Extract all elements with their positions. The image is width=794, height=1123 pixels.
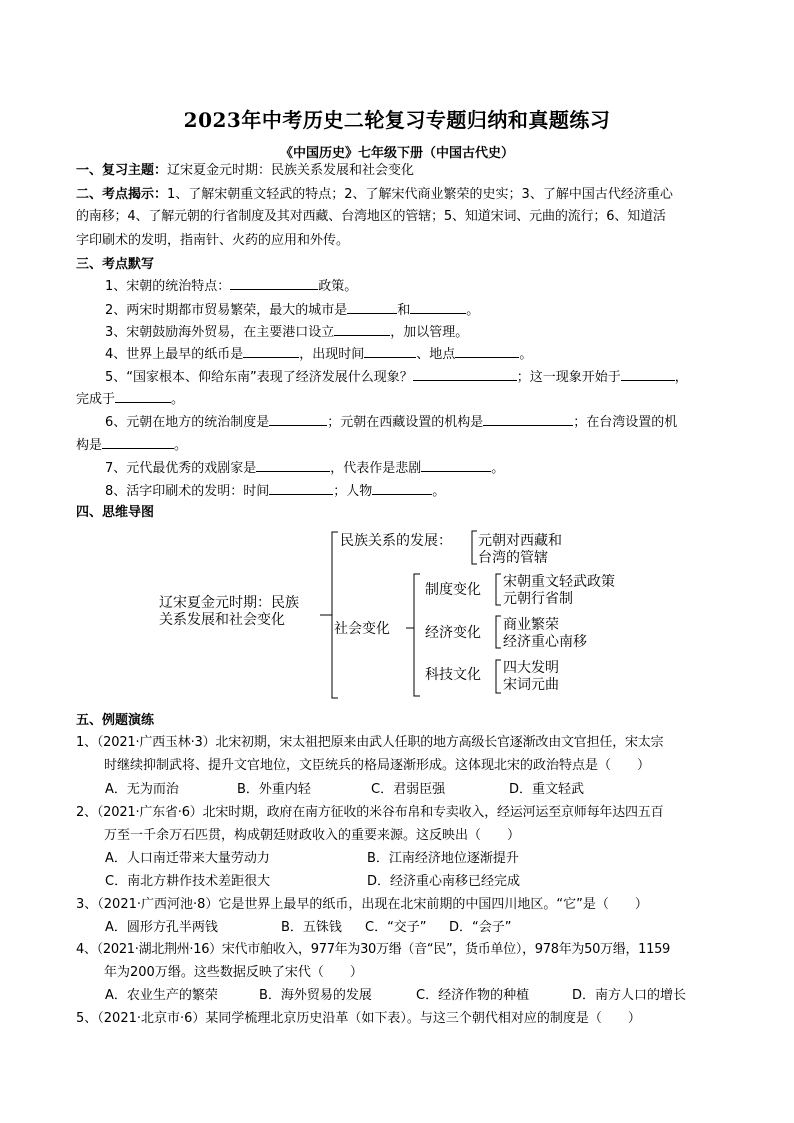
example-q4-line1: 4、（2021·湖北荆州·16）宋代市舶收入，977年为30万缗（音“民”，货币单位），978年为50万缗，1159 xyxy=(76,942,671,957)
q6-text-b: ；元朝在西藏设置的机构是 xyxy=(327,415,484,430)
example-q3-options xyxy=(105,919,511,937)
example-q5-line1: 5、（2021·北京市·6）某同学梳理北京历史沿革（如下表）。与这三个朝代相对应的制度是（ ） xyxy=(76,1011,641,1026)
page-subtitle: 《中国历史》七年级下册（中国古代史） xyxy=(279,146,514,161)
example-q4-line2: 年为200万缗。这些数据反映了宋代（ ） xyxy=(104,965,363,980)
section4-heading: 四、思维导图 xyxy=(76,505,155,520)
q8-text-c: 。 xyxy=(432,484,446,499)
option-d[interactable]: D．南方人口的增长 xyxy=(572,988,687,1003)
section2-line3: 字印刷术的发明，指南针、火药的应用和外传。 xyxy=(76,233,350,248)
option-b[interactable]: B．五铢钱 xyxy=(281,920,342,935)
mindmap-leaf: 宋词元曲 xyxy=(503,677,559,693)
mindmap-leaf: 元朝对西藏和 xyxy=(478,533,562,549)
mindmap-leaf: 台湾的管辖 xyxy=(478,550,548,566)
mindmap-sub-economy: 经济变化 xyxy=(425,625,481,641)
q6-text-d: 构是 xyxy=(76,438,103,453)
section2-line2: 的南移；4、了解元朝的行省制度及其对西藏、台湾地区的管辖；5、知道宋词、元曲的流行；6、知道活 xyxy=(76,209,666,224)
example-q4-options xyxy=(105,987,686,1005)
q7-text-c: 。 xyxy=(491,461,505,476)
sub2-bracket xyxy=(496,616,501,648)
mindmap-root-line1: 辽宋夏金元时期：民族 xyxy=(159,595,299,611)
mindmap-root-line2: 关系发展和社会变化 xyxy=(159,612,285,628)
mindmap-leaf: 商业繁荣 xyxy=(503,617,559,633)
option-b[interactable]: B．外重内轻 xyxy=(237,782,311,797)
section2-heading: 二、考点揭示： xyxy=(76,187,168,202)
section1-heading: 一、复习主题： xyxy=(76,163,168,178)
q2-text-b: 和 xyxy=(397,303,411,318)
mindmap-sub-system: 制度变化 xyxy=(425,582,481,598)
option-c[interactable]: C．南北方耕作技术差距很大 xyxy=(105,874,271,889)
q3-text-a: 3、宋朝鼓励海外贸易，在主要港口设立 xyxy=(105,325,335,340)
page-title: 2023年中考历史二轮复习专题归纳和真题练习 xyxy=(183,108,611,132)
q5-text-a: 5、“国家根本、仰给东南”表现了经济发展什么现象？ xyxy=(105,370,413,385)
option-c[interactable]: C．“交子” xyxy=(365,920,427,935)
sub1-bracket xyxy=(496,574,501,605)
q7-text-b: ，代表作是悲剧 xyxy=(330,461,422,476)
mindmap-sub-culture: 科技文化 xyxy=(425,667,481,683)
option-c[interactable]: C．君弱臣强 xyxy=(371,782,446,797)
example-q3-line1: 3、（2021·广西河池·8）它是世界上最早的纸币，出现在北宋前期的中国四川地区。“它”是（ ） xyxy=(76,897,648,912)
mindmap-leaf: 宋朝重文轻武政策 xyxy=(503,574,615,590)
example-q2-options-row2 xyxy=(105,873,520,891)
example-q2-line1: 2、（2021·广东省·6）北宋时期，政府在南方征收的米谷布帛和专卖收入，经运河运至京师每年达四五百 xyxy=(76,805,664,820)
q8-text-a: 8、活字印刷术的发明：时间 xyxy=(105,484,270,499)
q5-text-b: ；这一现象开始于 xyxy=(516,370,621,385)
q6-text-e: 。 xyxy=(174,438,188,453)
section2-text1: 1、了解宋朝重文轻武的特点；2、了解宋代商业繁荣的史实；3、了解中国古代经济重心 xyxy=(167,187,673,202)
sub3-bracket xyxy=(496,660,501,693)
q2-text-c: 。 xyxy=(466,303,480,318)
option-a[interactable]: A．无为而治 xyxy=(105,782,179,797)
option-d[interactable]: D．经济重心南移已经完成 xyxy=(367,874,521,889)
example-q1-line2: 时继续抑制武将、提升文官地位，文臣统兵的格局逐渐形成。这体现北宋的政治特点是（ ） xyxy=(104,758,651,773)
q8-text-b: ；人物 xyxy=(333,484,373,499)
option-d[interactable]: D．“会子” xyxy=(449,920,512,935)
option-b[interactable]: B．海外贸易的发展 xyxy=(259,988,372,1003)
q1-text-b: 政策。 xyxy=(318,279,358,294)
example-q2-options-row1 xyxy=(105,850,519,868)
example-q2-line2: 万至一千余万石匹贯，构成朝廷财政收入的重要来源。这反映出（ ） xyxy=(104,828,521,843)
mindmap-leaf: 四大发明 xyxy=(503,660,559,676)
option-b[interactable]: B．江南经济地位逐渐提升 xyxy=(367,851,519,866)
q4-text-d: 。 xyxy=(519,347,533,362)
q5-text-e: 。 xyxy=(171,392,185,407)
q4-text-a: 4、世界上最早的纸币是 xyxy=(105,347,244,362)
option-a[interactable]: A．农业生产的繁荣 xyxy=(105,988,218,1003)
section1-text: 辽宋夏金元时期：民族关系发展和社会变化 xyxy=(167,163,415,178)
mindmap-branch-social: 社会变化 xyxy=(334,621,390,637)
q1-text-a: 1、宋朝的统治特点： xyxy=(105,279,231,294)
q6-text-a: 6、元朝在地方的统治制度是 xyxy=(105,415,270,430)
option-c[interactable]: C．经济作物的种植 xyxy=(416,988,530,1003)
example-q1-line1: 1、（2021·广西玉林·3）北宋初期，宋太祖把原来由武人任职的地方高级长官逐渐改由文官担任，宋太宗 xyxy=(76,735,664,750)
mindmap-leaf: 经济重心南移 xyxy=(503,634,587,650)
mindmap-leaf: 元朝行省制 xyxy=(503,591,573,607)
q4-text-c: 、地点 xyxy=(416,347,456,362)
branch1-bracket xyxy=(472,531,477,564)
mindmap-branch-ethnic: 民族关系的发展： xyxy=(340,533,452,549)
q2-text-a: 2、两宋时期都市贸易繁荣，最大的城市是 xyxy=(105,303,348,318)
option-d[interactable]: D．重文轻武 xyxy=(509,782,585,797)
q4-text-b: ，出现时间 xyxy=(299,347,365,362)
q5-text-c: ， xyxy=(674,370,688,385)
example-q1-options xyxy=(105,781,584,799)
q5-text-d: 完成于 xyxy=(76,392,116,407)
option-a[interactable]: A．圆形方孔半两钱 xyxy=(105,920,218,935)
section3-heading: 三、考点默写 xyxy=(76,257,155,272)
q6-text-c: ；在台湾设置的机 xyxy=(573,415,678,430)
section5-heading: 五、例题演练 xyxy=(76,713,155,728)
social-bracket xyxy=(414,574,420,696)
main-bracket xyxy=(332,532,338,698)
q3-text-b: ，加以管理。 xyxy=(390,325,469,340)
q7-text-a: 7、元代最优秀的戏剧家是 xyxy=(105,461,257,476)
option-a[interactable]: A．人口南迁带来大量劳动力 xyxy=(105,851,270,866)
